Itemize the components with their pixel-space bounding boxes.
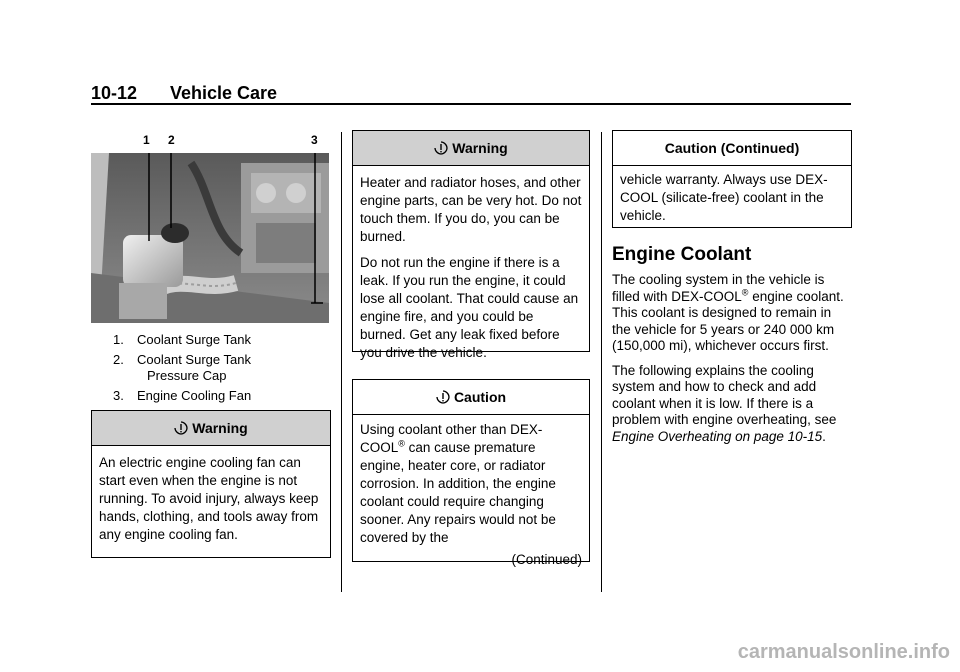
watermark: carmanualsonline.info [737, 641, 950, 663]
callout-3: 3 [311, 133, 318, 147]
warning-icon [434, 141, 448, 155]
callout-1: 1 [143, 133, 150, 147]
column-divider-2 [601, 132, 602, 592]
paragraph: The following explains the cooling system and how to check and add coolant when it is low. If there is a problem with engine overheating, see Engine Overheating on page 10-15. [612, 362, 837, 444]
caution-header: Caution [353, 380, 589, 415]
caution-text: Using coolant other than DEX-COOL® can cause premature engine, heater core, or radiator corrosion. In addition, the engine coolant could require changing sooner. Any repairs would not be covered by the [360, 422, 556, 545]
warning-body: Heater and radiator hoses, and other engine parts, can be very hot. Do not touch them. If you do, you can be burned. Do not run the engine if there is a leak. If you run the engine, it could lose all coolant. That could cause an engine fire, and you could be burned. Get any leak fixed before you drive the vehicle. [360, 175, 582, 360]
engine-figure [91, 133, 329, 323]
page-number: 10-12 [91, 83, 138, 103]
caution-icon [436, 390, 450, 404]
warning-body: An electric engine cooling fan can start even when the engine is not running. To avoid injury, always keep hands, clothing, and tools away from any engine cooling fan. [99, 455, 319, 542]
list-item: 1. Coolant Surge Tank [113, 332, 251, 347]
engine-overheating-link[interactable]: Engine Overheating on page 10-15 [612, 428, 823, 444]
engine-bay-photo [91, 153, 329, 323]
list-item: 2. Coolant Surge Tank Pressure Cap [113, 352, 251, 383]
column-divider-1 [341, 132, 342, 592]
section-title: Vehicle Care [170, 83, 278, 103]
caution-body [353, 415, 589, 575]
header-rule [91, 103, 851, 105]
paragraph: The cooling system in the vehicle is filled with DEX-COOL® engine coolant. This coolant is designed to remain in the vehicle for 5 years or 240 000 km (150,000 mi), whichever occurs first. [612, 272, 844, 353]
engine-coolant-text [612, 272, 852, 453]
caution-box [352, 379, 590, 567]
figure-legend [113, 332, 329, 404]
page-header [91, 83, 851, 109]
caution-continued-header: Caution (Continued) [613, 131, 851, 166]
warning-box-fan [91, 410, 331, 558]
engine-bay-illustration [91, 153, 329, 323]
warning-box-hot-parts [352, 130, 590, 360]
caution-continued-box [612, 130, 852, 228]
continued-label: (Continued) [511, 552, 582, 567]
warning-header: Warning [92, 411, 330, 446]
list-item: 3. Engine Cooling Fan [113, 388, 252, 403]
warning-icon [174, 421, 188, 435]
engine-coolant-heading: Engine Coolant [612, 244, 752, 265]
warning-header: Warning [353, 131, 589, 166]
callout-2: 2 [168, 133, 175, 147]
caution-continued-body: vehicle warranty. Always use DEX-COOL (silicate-free) coolant in the vehicle. [620, 172, 828, 223]
